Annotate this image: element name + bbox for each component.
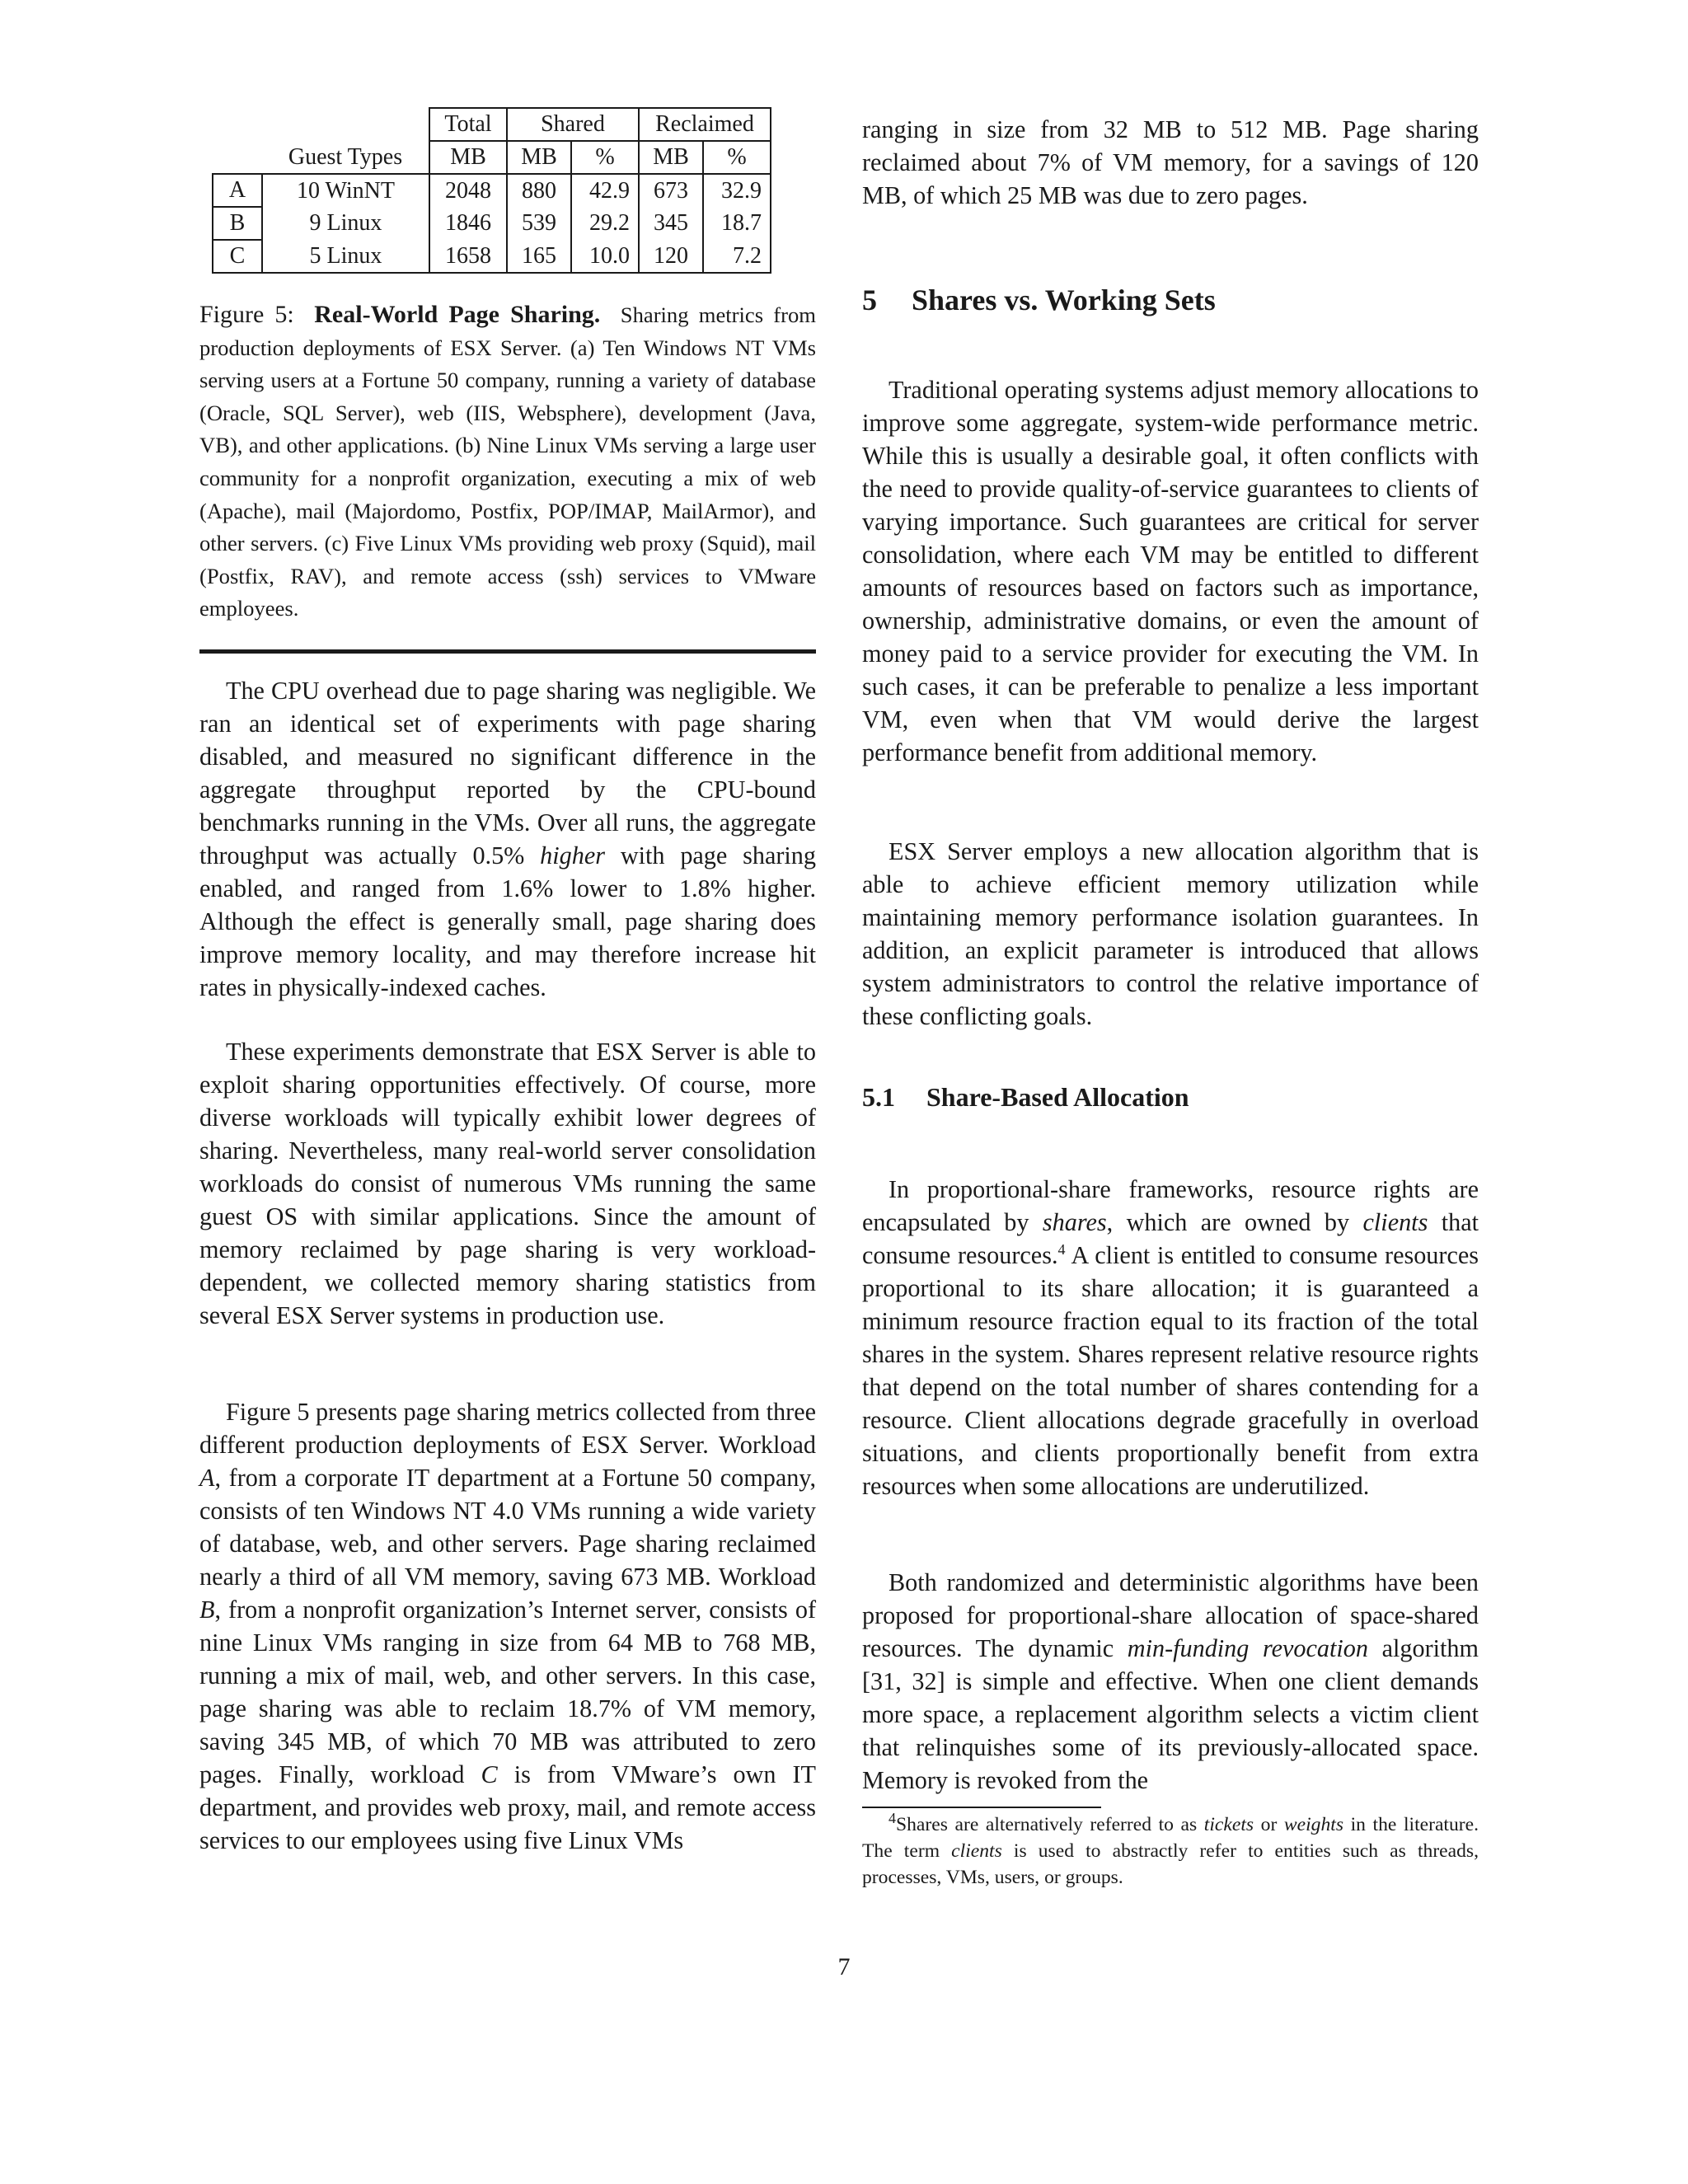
left-paragraph-3: Figure 5 presents page sharing metrics collected from three different production deployments of ESX Server. Workload A, from a corporate IT department at a Fortune 50 company, consists of ten Windows NT 4.0 VMs running a wide variety of database, web, and other servers. Page sharing reclaimed nearly a third of all VM memory, saving 673 MB. Workload B, from a nonprofit organization’s Internet server, consists of nine Linux VMs ranging in size from 64 MB to 768 MB, running a mix of mail, web, and other servers. In this case, page sharing was able to reclaim 18.7% of VM memory, saving 345 MB, of which 70 MB was attributed to zero pages. Finally, workload C is from VMware’s own IT department, and provides web proxy, mail, and remote access services to our employees using five Linux VMs: [199, 1398, 816, 1854]
header-shared-pct: %: [571, 141, 639, 174]
table-row: [213, 207, 771, 240]
table-row: [213, 240, 771, 273]
footnote-ref: 4: [1057, 1240, 1066, 1258]
header-total: Total: [429, 108, 507, 141]
row-guest: 9 Linux: [262, 207, 429, 240]
row-total-mb: 1846: [429, 207, 507, 240]
caption-body: Sharing metrics from production deployments of ESX Server. (a) Ten Windows NT VMs serving users at a Fortune 50 company, running a variety of database (Oracle, SQL Server), web (IIS, Websphere), development (Java, VB), and other applications. (b) Nine Linux VMs serving a large user community for a nonprofit organization, executing a mix of web (Apache), mail (Majordomo, Postfix, POP/IMAP, MailArmor), and other servers. (c) Five Linux VMs providing web proxy (Squid), mail (Postfix, RAV), and remote access (ssh) services to VMware employees.: [199, 302, 816, 621]
figure-divider-rule: [199, 649, 816, 654]
row-shared-pct: 10.0: [571, 240, 639, 273]
row-shared-mb: 539: [507, 207, 571, 240]
row-guest: 10 WinNT: [262, 174, 429, 207]
table-row: [213, 174, 771, 207]
footnote-rule: [862, 1807, 1101, 1808]
header-total-mb: MB: [429, 141, 507, 174]
left-paragraph-2: These experiments demonstrate that ESX Server is able to exploit sharing opportunities effectively. Of course, more diverse workloads will typically exhibit lower degrees of sharing. Nevertheless, many real-world server consolidation workloads do consist of numerous VMs running the same guest OS with similar applications. Since the amount of memory reclaimed by page sharing is very workload-dependent, we collected memory sharing statistics from several ESX Server systems in production use.: [199, 1038, 816, 1329]
header-shared-mb: MB: [507, 141, 571, 174]
emphasis-higher: higher: [540, 841, 605, 869]
section-number: 5: [862, 284, 877, 316]
row-shared-pct: 29.2: [571, 207, 639, 240]
section-title: Shares vs. Working Sets: [912, 284, 1216, 316]
row-shared-pct: 42.9: [571, 174, 639, 207]
row-id: A: [213, 174, 262, 207]
right-paragraph-2: ESX Server employs a new allocation algorithm that is able to achieve efficient memory utilization while maintaining memory performance isolation guarantees. In addition, an explicit parameter is introduced that allows system administrators to control the relative importance of these conflicting goals.: [862, 837, 1479, 1030]
figure-5-caption: [199, 298, 816, 626]
workload-c: C: [481, 1760, 498, 1788]
subsection-title: Share-Based Allocation: [926, 1082, 1189, 1112]
footnote-mark: 4: [889, 1810, 896, 1827]
row-reclaimed-pct: 7.2: [703, 240, 771, 273]
section-5-1-heading: [862, 1080, 1189, 1113]
page-number: 7: [837, 1953, 851, 1980]
header-shared: Shared: [507, 108, 639, 141]
section-5-heading: [862, 282, 1216, 318]
caption-label: Figure 5:: [199, 301, 294, 328]
row-guest: 5 Linux: [262, 240, 429, 273]
row-shared-mb: 165: [507, 240, 571, 273]
table-header-row-2: [213, 141, 771, 174]
workload-b: B: [199, 1596, 215, 1624]
header-reclaimed: Reclaimed: [639, 108, 771, 141]
row-reclaimed-mb: 673: [639, 174, 703, 207]
header-guest-types: Guest Types: [262, 141, 429, 174]
footnote: $^4$Shares are alternatively referred to as tickets or weights in the literature. The term clients is used to abstractly refer to entities such as threads, processes, VMs, users, or groups.: [862, 1810, 1479, 1888]
row-shared-mb: 880: [507, 174, 571, 207]
left-paragraph-1: The CPU overhead due to page sharing was negligible. We ran an identical set of experiments with page sharing disabled, and measured no significant difference in the aggregate throughput reported by the CPU-bound benchmarks running in the VMs. Over all runs, the aggregate throughput was actually 0.5% higher with page sharing enabled, and ranged from 1.6% lower to 1.8% higher. Although the effect is generally small, page sharing does improve memory locality, and may therefore increase hit rates in physically-indexed caches.: [199, 677, 816, 1001]
row-reclaimed-pct: 32.9: [703, 174, 771, 207]
right-paragraph-3: In proportional-share frameworks, resource rights are encapsulated by shares, which are owned by clients that consume resources.$^4$ A client is entitled to consume resources proportional to its share allocation; it is guaranteed a minimum resource fraction equal to its fraction of the total shares in the system. Shares represent relative resource rights that depend on the total number of shares contending for a resource. Client allocations degrade gracefully in overload situations, and clients proportionally benefit from extra resources when some allocations are underutilized.: [862, 1175, 1479, 1500]
right-paragraph-1: Traditional operating systems adjust memory allocations to improve some aggregate, system-wide performance metric. While this is usually a desirable goal, it often conflicts with the need to provide quality-of-service guarantees to clients of varying importance. Such guarantees are critical for server consolidation, where each VM may be entitled to different amounts of resources based on factors such as importance, ownership, administrative domains, or even the amount of money paid to a service provider for executing the VM. In such cases, it can be preferable to penalize a less important VM, even when that VM would derive the largest performance benefit from additional memory.: [862, 376, 1479, 766]
emphasis-min-funding: min-funding revocation: [1127, 1634, 1368, 1662]
row-total-mb: 1658: [429, 240, 507, 273]
workload-a: A: [199, 1464, 215, 1492]
table-header-row-1: [213, 108, 771, 141]
row-reclaimed-mb: 120: [639, 240, 703, 273]
row-reclaimed-mb: 345: [639, 207, 703, 240]
row-reclaimed-pct: 18.7: [703, 207, 771, 240]
right-paragraph-0: ranging in size from 32 MB to 512 MB. Page sharing reclaimed about 7% of VM memory, for a savings of 120 MB, of which 25 MB was due to zero pages.: [862, 115, 1479, 209]
caption-title: Real-World Page Sharing.: [314, 301, 601, 328]
emphasis-clients: clients: [1362, 1208, 1428, 1236]
header-reclaimed-mb: MB: [639, 141, 703, 174]
row-total-mb: 2048: [429, 174, 507, 207]
subsection-number: 5.1: [862, 1082, 895, 1112]
emphasis-shares: shares: [1042, 1208, 1107, 1236]
figure-5-table: [212, 107, 771, 274]
row-id: B: [213, 207, 262, 240]
header-reclaimed-pct: %: [703, 141, 771, 174]
right-paragraph-4: Both randomized and deterministic algorithms have been proposed for proportional-share allocation of space-shared resources. The dynamic min-funding revocation algorithm [31, 32] is simple and effective. When one client demands more space, a replacement algorithm selects a victim client that relinquishes some of its previously-allocated space. Memory is revoked from the: [862, 1568, 1479, 1794]
row-id: C: [213, 240, 262, 273]
